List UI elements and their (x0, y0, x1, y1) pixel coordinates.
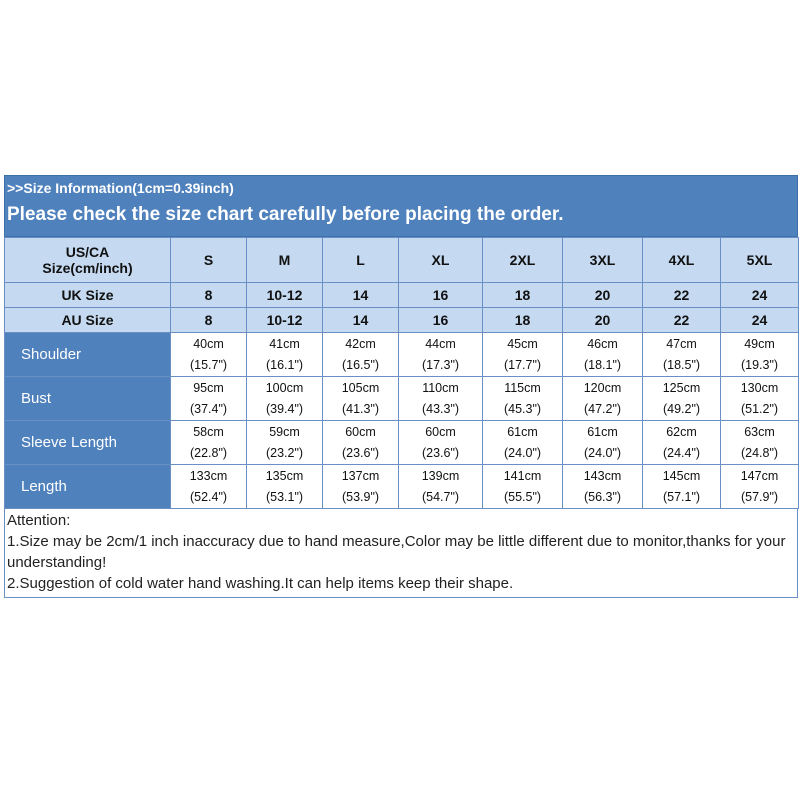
measurement-cell (721, 421, 799, 465)
size-header-cell: 4XL (643, 238, 721, 283)
cm-value: 60cm (345, 424, 376, 439)
cm-value: 42cm (345, 336, 376, 351)
measurement-label: Bust (5, 377, 171, 421)
measurement-cell (721, 333, 799, 377)
inch-value: (24.8") (740, 445, 779, 460)
conversion-value: 24 (721, 308, 799, 333)
size-info-title: >>Size Information(1cm=0.39inch) (7, 180, 234, 196)
inch-value: (22.8") (189, 445, 228, 460)
us-ca-size-row (5, 238, 799, 283)
inch-value: (55.5") (503, 489, 542, 504)
inch-value: (24.0") (503, 445, 542, 460)
cm-value: 135cm (265, 468, 304, 483)
measurement-cell (171, 465, 247, 509)
inch-value: (17.7") (503, 357, 542, 372)
measurement-cell (323, 465, 399, 509)
cm-value: 41cm (269, 336, 300, 351)
measurement-label: Length (5, 465, 171, 509)
measurement-label: Shoulder (5, 333, 171, 377)
measurement-cell (247, 421, 323, 465)
cm-value: 100cm (265, 380, 304, 395)
us-ca-size-header (5, 238, 171, 283)
size-header-cell: XL (399, 238, 483, 283)
conversion-value: 20 (563, 283, 643, 308)
measurement-cell (563, 333, 643, 377)
measurement-cell (643, 377, 721, 421)
inch-value: (53.9") (341, 489, 380, 504)
conversion-value: 10-12 (247, 308, 323, 333)
conversion-value: 14 (323, 283, 399, 308)
cm-value: 115cm (504, 380, 541, 395)
measurement-cell (563, 377, 643, 421)
measurement-cell (721, 377, 799, 421)
attention-notes (4, 509, 798, 598)
inch-value: (57.9") (740, 489, 779, 504)
measurement-cell (483, 377, 563, 421)
measurement-cell (171, 333, 247, 377)
inch-value: (53.1") (265, 489, 304, 504)
cm-value: 63cm (744, 424, 775, 439)
cm-value: 58cm (193, 424, 224, 439)
conversion-value: 14 (323, 308, 399, 333)
conversion-value: 22 (643, 283, 721, 308)
inch-value: (51.2") (740, 401, 779, 416)
inch-value: (24.0") (583, 445, 622, 460)
inch-value: (52.4") (189, 489, 228, 504)
size-table-body (5, 238, 799, 509)
conversion-value: 8 (171, 308, 247, 333)
measurement-cell (247, 465, 323, 509)
cm-value: 44cm (425, 336, 456, 351)
note-item: 2.Suggestion of cold water hand washing.It can help items keep their shape. (7, 575, 514, 592)
cm-value: 47cm (666, 336, 697, 351)
measurement-cell (483, 465, 563, 509)
note-item: 1.Size may be 2cm/1 inch inaccuracy due to hand measure,Color may be little different due to monitor,thanks for your understanding! (7, 533, 786, 571)
measurement-cell (643, 333, 721, 377)
conversion-row (5, 308, 799, 333)
cm-value: 45cm (507, 336, 538, 351)
conversion-value: 24 (721, 283, 799, 308)
size-header-cell: 5XL (721, 238, 799, 283)
cm-value: 59cm (269, 424, 300, 439)
measurement-cell (721, 465, 799, 509)
size-chart (4, 175, 798, 598)
conversion-value: 18 (483, 308, 563, 333)
measurement-cell (171, 377, 247, 421)
cm-value: 133cm (189, 468, 228, 483)
cm-value: 143cm (583, 468, 622, 483)
inch-value: (16.1") (265, 357, 304, 372)
inch-value: (18.5") (662, 357, 701, 372)
us-ca-label: US/CA (65, 244, 110, 260)
measurement-cell (323, 377, 399, 421)
measurement-cell (399, 465, 483, 509)
measurement-cell (247, 333, 323, 377)
conversion-row (5, 283, 799, 308)
inch-value: (37.4") (189, 401, 228, 416)
measurement-row (5, 421, 799, 465)
inch-value: (39.4") (265, 401, 304, 416)
measurement-cell (483, 421, 563, 465)
measurement-row (5, 377, 799, 421)
inch-value: (41.3") (341, 401, 380, 416)
cm-value: 95cm (193, 380, 224, 395)
size-unit-label: Size(cm/inch) (42, 260, 133, 276)
inch-value: (23.6") (421, 445, 460, 460)
conversion-value: 16 (399, 283, 483, 308)
cm-value: 137cm (341, 468, 380, 483)
conversion-label: UK Size (5, 283, 171, 308)
attention-heading: Attention: (7, 512, 71, 529)
inch-value: (56.3") (583, 489, 622, 504)
inch-value: (23.2") (265, 445, 304, 460)
measurement-cell (483, 333, 563, 377)
size-header-cell: 3XL (563, 238, 643, 283)
size-header-cell: L (323, 238, 399, 283)
cm-value: 120cm (583, 380, 622, 395)
measurement-label: Sleeve Length (5, 421, 171, 465)
measurement-cell (399, 333, 483, 377)
measurement-cell (399, 421, 483, 465)
cm-value: 46cm (587, 336, 618, 351)
cm-value: 125cm (662, 380, 701, 395)
cm-value: 130cm (740, 380, 779, 395)
cm-value: 62cm (666, 424, 697, 439)
conversion-value: 18 (483, 283, 563, 308)
inch-value: (45.3") (503, 401, 542, 416)
measurement-cell (643, 465, 721, 509)
inch-value: (24.4") (662, 445, 701, 460)
conversion-value: 20 (563, 308, 643, 333)
inch-value: (23.6") (341, 445, 380, 460)
inch-value: (57.1") (662, 489, 701, 504)
cm-value: 141cm (503, 468, 542, 483)
inch-value: (49.2") (662, 401, 701, 416)
measurement-cell (399, 377, 483, 421)
cm-value: 145cm (662, 468, 701, 483)
inch-value: (16.5") (341, 357, 380, 372)
measurement-cell (643, 421, 721, 465)
inch-value: (18.1") (583, 357, 622, 372)
size-header-cell: 2XL (483, 238, 563, 283)
cm-value: 61cm (507, 424, 538, 439)
measurement-cell (247, 377, 323, 421)
inch-value: (15.7") (189, 357, 228, 372)
inch-value: (43.3") (421, 401, 460, 416)
measurement-row (5, 333, 799, 377)
conversion-value: 16 (399, 308, 483, 333)
cm-value: 139cm (421, 468, 460, 483)
size-header-cell: M (247, 238, 323, 283)
cm-value: 110cm (422, 380, 459, 395)
size-info-banner (4, 175, 798, 237)
inch-value: (47.2") (583, 401, 622, 416)
conversion-value: 10-12 (247, 283, 323, 308)
cm-value: 40cm (193, 336, 224, 351)
inch-value: (19.3") (740, 357, 779, 372)
cm-value: 105cm (341, 380, 380, 395)
cm-value: 60cm (425, 424, 456, 439)
size-check-instruction: Please check the size chart carefully before placing the order. (7, 204, 564, 225)
conversion-label: AU Size (5, 308, 171, 333)
size-header-cell: S (171, 238, 247, 283)
conversion-value: 8 (171, 283, 247, 308)
cm-value: 49cm (744, 336, 775, 351)
inch-value: (54.7") (421, 489, 460, 504)
cm-value: 147cm (740, 468, 779, 483)
measurement-cell (323, 333, 399, 377)
cm-value: 61cm (587, 424, 618, 439)
measurement-cell (171, 421, 247, 465)
size-table (4, 237, 799, 509)
measurement-cell (563, 421, 643, 465)
conversion-value: 22 (643, 308, 721, 333)
inch-value: (17.3") (421, 357, 460, 372)
measurement-cell (323, 421, 399, 465)
measurement-cell (563, 465, 643, 509)
measurement-row (5, 465, 799, 509)
